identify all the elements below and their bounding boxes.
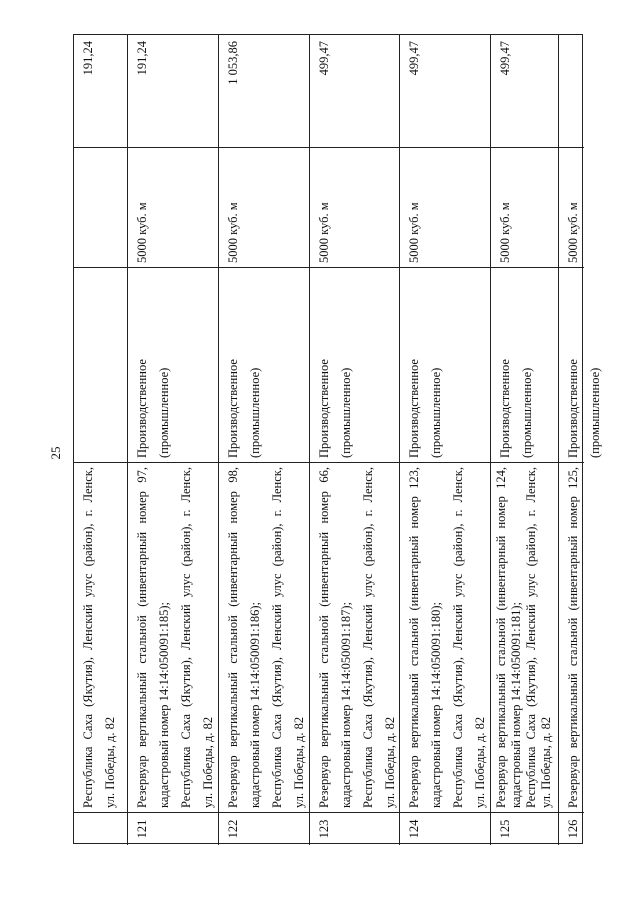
- description-line: кадастровый номер 14:14:050091:181);: [509, 602, 523, 808]
- cell-description: [219, 462, 309, 812]
- cell-value: 499,47: [498, 41, 512, 76]
- cell-number: 125: [491, 812, 558, 845]
- cell-value: [559, 35, 584, 147]
- cell-value: 191,24: [81, 41, 95, 76]
- cell-value: 499,47: [407, 41, 421, 76]
- cell-volume: 5000 куб. м: [400, 147, 490, 267]
- cell-use: Производственное (промышленное): [400, 267, 490, 462]
- cell-number: 122: [219, 812, 309, 845]
- cell-number: 123: [310, 812, 399, 845]
- table-row: [400, 35, 491, 845]
- cell-use: Производственное (промышленное): [219, 267, 309, 462]
- cell-description: [128, 462, 218, 812]
- description-line: ул. Победы, д. 82: [383, 716, 397, 808]
- cell-value: 191,24: [135, 41, 149, 76]
- cell-use: Производственное (промышленное): [310, 267, 399, 462]
- cell-use: Производственное (промышленное): [559, 267, 584, 462]
- description-line: ул. Победы, д. 82: [539, 716, 553, 808]
- table-row: [559, 35, 602, 845]
- cell-use: Производственное (промышленное): [491, 267, 558, 462]
- description-line: Республика Саха (Якутия), Ленский улус (район), г. Ленск,: [179, 467, 193, 808]
- description-line: кадастровый номер 14:14:050091:185);: [157, 602, 171, 808]
- cell-volume: 5000 куб. м: [128, 147, 218, 267]
- cell-description: [559, 462, 584, 812]
- cell-number: 126: [559, 812, 584, 845]
- cell-volume: 5000 куб. м: [310, 147, 399, 267]
- description-line: Резервуар вертикальный стальной (инвентарный номер 124,: [494, 467, 508, 808]
- description-line: кадастровый номер 14:14:050091:187);: [339, 602, 353, 808]
- description-line: ул. Победы, д. 82: [103, 716, 117, 808]
- cell-number: 121: [128, 812, 218, 845]
- description-line: Резервуар вертикальный стальной (инвентарный номер 66,: [317, 467, 331, 808]
- description-line: Резервуар вертикальный стальной (инвентарный номер 97,: [135, 467, 149, 808]
- cell-volume: 5000 куб. м: [491, 147, 558, 267]
- table-row: [219, 35, 310, 845]
- cell-description: [491, 462, 558, 812]
- description-line: Резервуар вертикальный стальной (инвентарный номер 125,: [566, 467, 580, 808]
- cell-volume: 5000 куб. м: [559, 147, 584, 267]
- cell-description: [400, 462, 490, 812]
- description-line: Резервуар вертикальный стальной (инвентарный номер 123,: [407, 467, 421, 808]
- cell-description: [74, 462, 127, 812]
- property-table: [73, 34, 602, 844]
- table-row-continuation: [74, 35, 128, 845]
- description-line: ул. Победы, д. 82: [473, 716, 487, 808]
- cell-number: [74, 812, 127, 845]
- description-line: ул. Победы, д. 82: [201, 716, 215, 808]
- cell-number: 124: [400, 812, 490, 845]
- description-line: Республика Саха (Якутия), Ленский улус (район), г. Ленск,: [524, 467, 538, 808]
- description-line: Республика Саха (Якутия), Ленский улус (район), г. Ленск,: [81, 467, 95, 808]
- description-line: Республика Саха (Якутия), Ленский улус (район), г. Ленск,: [361, 467, 375, 808]
- cell-description: [310, 462, 399, 812]
- table-row: [491, 35, 559, 845]
- description-line: Резервуар вертикальный стальной (инвентарный номер 98,: [226, 467, 240, 808]
- cell-volume: [74, 147, 127, 267]
- table-rotated-content: [74, 35, 602, 845]
- cell-volume: 5000 куб. м: [219, 147, 309, 267]
- description-line: ул. Победы, д. 82: [292, 716, 306, 808]
- description-line: кадастровый номер 14:14:050091:180);: [429, 602, 443, 808]
- description-line: Республика Саха (Якутия), Ленский улус (район), г. Ленск,: [270, 467, 284, 808]
- description-line: Республика Саха (Якутия), Ленский улус (район), г. Ленск,: [451, 467, 465, 808]
- cell-use: Производственное (промышленное): [128, 267, 218, 462]
- table-row: [310, 35, 400, 845]
- table-row: [128, 35, 219, 845]
- cell-value: 1 053,86: [226, 41, 240, 85]
- cell-value: 499,47: [317, 41, 331, 76]
- cell-use: [74, 267, 127, 462]
- page-number: 25: [48, 446, 63, 460]
- description-line: кадастровый номер 14:14:050091:186);: [248, 602, 262, 808]
